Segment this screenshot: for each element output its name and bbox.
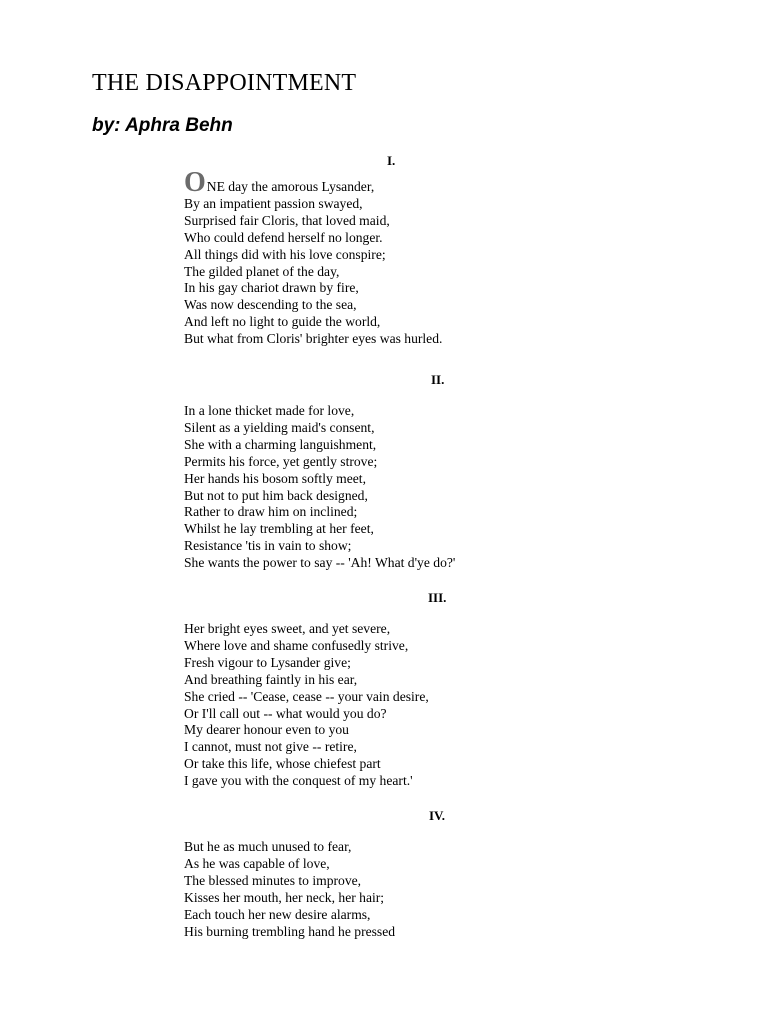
stanza-line: Her bright eyes sweet, and yet severe, — [184, 621, 391, 636]
stanza-line: My dearer honour even to you — [184, 722, 349, 738]
stanza-line: The gilded planet of the day, — [184, 263, 340, 279]
stanza-line: But he as much unused to fear, — [184, 839, 352, 854]
stanza-number: II. — [431, 372, 445, 387]
stanza-line: But not to put him back designed, — [184, 487, 368, 503]
stanza-line: His burning trembling hand he pressed — [184, 923, 396, 939]
stanza-line: I gave you with the conquest of my heart.' — [184, 773, 413, 789]
drop-cap: O — [184, 167, 206, 198]
stanza-line: And left no light to guide the world, — [184, 314, 381, 330]
stanza-line: The blessed minutes to improve, — [184, 872, 362, 888]
line-text: NE day the amorous Lysander, — [206, 179, 375, 194]
stanza-line: She cried -- 'Cease, cease -- your vain desire, — [184, 688, 429, 704]
stanza-line: Her hands his bosom softly meet, — [184, 470, 366, 486]
stanza — [184, 403, 455, 572]
stanza-line: Or take this life, whose chiefest part — [184, 756, 381, 772]
stanza-line: She with a charming languishment, — [184, 436, 377, 452]
stanza-line: By an impatient passion swayed, — [184, 195, 363, 211]
stanza-line: In his gay chariot drawn by fire, — [184, 280, 359, 296]
stanza-line: Fresh vigour to Lysander give; — [184, 654, 351, 670]
stanza-line: She wants the power to say -- 'Ah! What d'ye do?' — [184, 555, 456, 571]
stanza-line — [184, 167, 442, 198]
stanza-line: Silent as a yielding maid's consent, — [184, 419, 375, 435]
stanza-number: I. — [387, 153, 396, 168]
stanza-line: As he was capable of love, — [184, 855, 330, 871]
stanza-number: IV. — [429, 808, 446, 823]
stanza-line: Kisses her mouth, her neck, her hair; — [184, 889, 385, 905]
author-byline: by: Aphra Behn — [92, 115, 233, 136]
stanza-line: And breathing faintly in his ear, — [184, 671, 358, 687]
stanza-line: All things did with his love conspire; — [184, 246, 386, 262]
stanza-line: Whilst he lay trembling at her feet, — [184, 521, 374, 537]
stanza-line: I cannot, must not give -- retire, — [184, 739, 357, 755]
stanza-line: Was now descending to the sea, — [184, 297, 357, 313]
stanza-line: But what from Cloris' brighter eyes was hurled. — [184, 331, 443, 347]
page-title: THE DISAPPOINTMENT — [92, 70, 357, 96]
stanza-line: Who could defend herself no longer. — [184, 229, 383, 245]
stanza-line: Resistance 'tis in vain to show; — [184, 538, 352, 554]
stanza-line: Surprised fair Cloris, that loved maid, — [184, 212, 390, 228]
stanza-line: Permits his force, yet gently strove; — [184, 453, 378, 469]
stanza — [184, 167, 443, 348]
stanza-line: In a lone thicket made for love, — [184, 403, 355, 418]
stanza-line: Each touch her new desire alarms, — [184, 906, 371, 922]
stanza-line: Where love and shame confusedly strive, — [184, 637, 409, 653]
stanza-number: III. — [428, 590, 447, 605]
stanza-line: Rather to draw him on inclined; — [184, 504, 358, 520]
stanza — [184, 621, 429, 790]
stanza-line: Or I'll call out -- what would you do? — [184, 705, 387, 721]
stanza — [184, 839, 395, 940]
